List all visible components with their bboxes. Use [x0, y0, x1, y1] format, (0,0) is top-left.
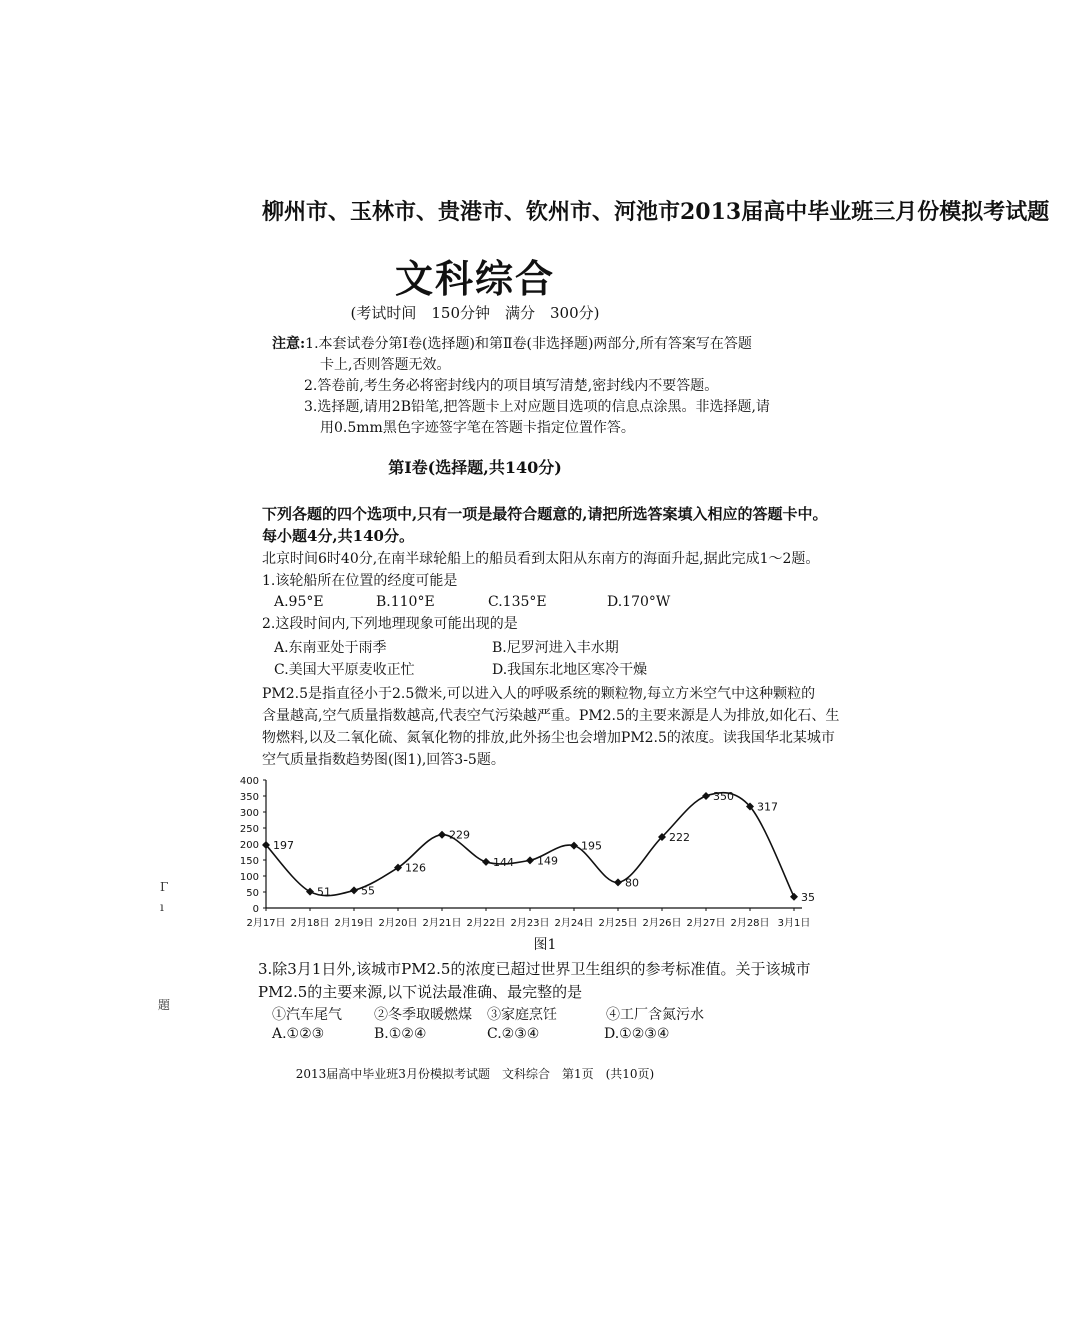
y-tick-label: 400: [239, 776, 259, 787]
data-label: 229: [449, 828, 470, 842]
question-3-option-a: A.①②③: [272, 1026, 325, 1042]
margin-mark-2: ı: [160, 900, 164, 914]
x-tick-label: 2月25日: [598, 918, 638, 929]
data-label: 144: [493, 855, 514, 869]
y-tick-label: 150: [239, 856, 259, 867]
question-2-option-a: A.东南亚处于雨季: [274, 640, 387, 656]
data-point: [526, 856, 534, 864]
data-label: 197: [273, 838, 294, 852]
aqi-trend-chart: [232, 770, 832, 960]
data-label: 222: [669, 830, 690, 844]
question-1-stem: 1.该轮船所在位置的经度可能是: [262, 573, 458, 589]
data-point: [570, 842, 578, 850]
data-label: 149: [537, 854, 558, 868]
passage-2-line-4: 空气质量指数趋势图(图1),回答3-5题。: [262, 752, 505, 768]
x-tick-label: 2月19日: [334, 918, 374, 929]
question-3-option-c: C.②③④: [487, 1026, 540, 1042]
data-point: [614, 878, 622, 886]
passage-2-line-1: PM2.5是指直径小于2.5微米,可以进入人的呼吸系统的颗粒物,每立方米空气中这种颗粒的: [262, 686, 816, 702]
x-tick-label: 2月17日: [246, 918, 286, 929]
notice-block: [272, 334, 770, 439]
notice-line-4: 3.选择题,请用2B铅笔,把答题卡上对应题目选项的信息点涂黑。非选择题,请: [304, 399, 770, 415]
margin-mark-1: Γ: [160, 880, 169, 894]
exam-info: (考试时间 150分钟 满分 300分): [350, 304, 600, 322]
y-tick-label: 100: [239, 872, 259, 883]
data-point: [438, 831, 446, 839]
exam-title: 柳州市、玉林市、贵港市、钦州市、河池市2013届高中毕业班三月份模拟考试题: [262, 199, 1050, 225]
question-2-option-d: D.我国东北地区寒冷干燥: [492, 662, 648, 678]
chart-caption: 图1: [533, 937, 557, 953]
y-tick-label: 200: [239, 840, 259, 851]
data-point: [306, 888, 314, 896]
data-point: [702, 792, 710, 800]
passage-2-line-3: 物燃料,以及二氧化硫、氮氧化物的排放,此外扬尘也会增加PM2.5的浓度。读我国华北某城市: [262, 730, 835, 746]
data-label: 51: [317, 885, 331, 899]
notice-line-5: 用0.5mm黑色字迹签字笔在答题卡指定位置作答。: [320, 420, 635, 436]
question-3-option-d: D.①②③④: [604, 1026, 670, 1042]
question-3-item-2: ②冬季取暖燃煤: [374, 1007, 472, 1023]
question-3-option-b: B.①②④: [374, 1026, 427, 1042]
x-tick-label: 3月1日: [777, 918, 811, 929]
section-title: 第Ⅰ卷(选择题,共140分): [388, 458, 562, 477]
y-tick-label: 50: [246, 888, 259, 899]
x-tick-label: 2月22日: [466, 918, 506, 929]
question-1-option-d: D.170°W: [607, 594, 671, 610]
subject-title: 文科综合: [394, 256, 555, 301]
question-3-stem-line-2: PM2.5的主要来源,以下说法最准确、最完整的是: [258, 983, 583, 1001]
x-tick-label: 2月20日: [378, 918, 418, 929]
notice-line-2: 卡上,否则答题无效。: [320, 357, 451, 373]
question-2-option-b: B.尼罗河进入丰水期: [492, 640, 619, 656]
x-tick-label: 2月26日: [642, 918, 682, 929]
passage-2-line-2: 含量越高,空气质量指数越高,代表空气污染越严重。PM2.5的主要来源是人为排放,如化石、生: [262, 708, 840, 724]
notice-label: 注意:: [272, 336, 306, 352]
question-1-option-a: A.95°E: [274, 594, 324, 610]
x-tick-label: 2月28日: [730, 918, 770, 929]
x-tick-label: 2月21日: [422, 918, 462, 929]
data-label: 350: [713, 790, 734, 803]
x-tick-label: 2月23日: [510, 918, 550, 929]
notice-line-3: 2.答卷前,考生务必将密封线内的项目填写清楚,密封线内不要答题。: [304, 378, 719, 394]
margin-mark-3: 題: [158, 998, 171, 1012]
y-tick-label: 250: [239, 824, 259, 835]
y-tick-label: 300: [239, 808, 259, 819]
data-label: 35: [801, 890, 815, 904]
question-3-item-1: ①汽车尾气: [272, 1007, 342, 1023]
data-label: 80: [625, 876, 639, 890]
y-tick-label: 350: [239, 792, 259, 803]
x-tick-label: 2月18日: [290, 918, 330, 929]
y-tick-label: 0: [252, 904, 259, 915]
data-label: 195: [581, 839, 602, 853]
x-tick-label: 2月27日: [686, 918, 726, 929]
question-3-item-3: ③家庭烹饪: [487, 1007, 557, 1023]
question-1-option-c: C.135°E: [488, 594, 547, 610]
data-point: [790, 893, 798, 901]
data-label: 126: [405, 861, 426, 875]
data-point: [482, 858, 490, 866]
x-tick-label: 2月24日: [554, 918, 594, 929]
question-1-option-b: B.110°E: [376, 594, 435, 610]
page-footer: 2013届高中毕业班3月份模拟考试题 文科综合 第1页 (共10页): [295, 1067, 655, 1081]
data-label: 317: [757, 800, 778, 814]
question-2-stem: 2.这段时间内,下列地理现象可能出现的是: [262, 616, 518, 632]
data-label: 55: [361, 884, 375, 898]
question-3-stem-line-1: 3.除3月1日外,该城市PM2.5的浓度已超过世界卫生组织的参考标准值。关于该城市: [258, 960, 811, 978]
passage-1: 北京时间6时40分,在南半球轮船上的船员看到太阳从东南方的海面升起,据此完成1～2题。: [262, 551, 820, 567]
notice-line-1: 1.本套试卷分第Ⅰ卷(选择题)和第Ⅱ卷(非选择题)两部分,所有答案写在答题: [305, 336, 752, 352]
instructions: 下列各题的四个选项中,只有一项是最符合题意的,请把所选答案填入相应的答题卡中。每小题4分,共140分。: [262, 505, 828, 545]
question-3-item-4: ④工厂含氮污水: [606, 1007, 704, 1023]
question-2-option-c: C.美国大平原麦收正忙: [274, 662, 415, 678]
data-point: [350, 886, 358, 894]
series-line: [266, 793, 794, 897]
